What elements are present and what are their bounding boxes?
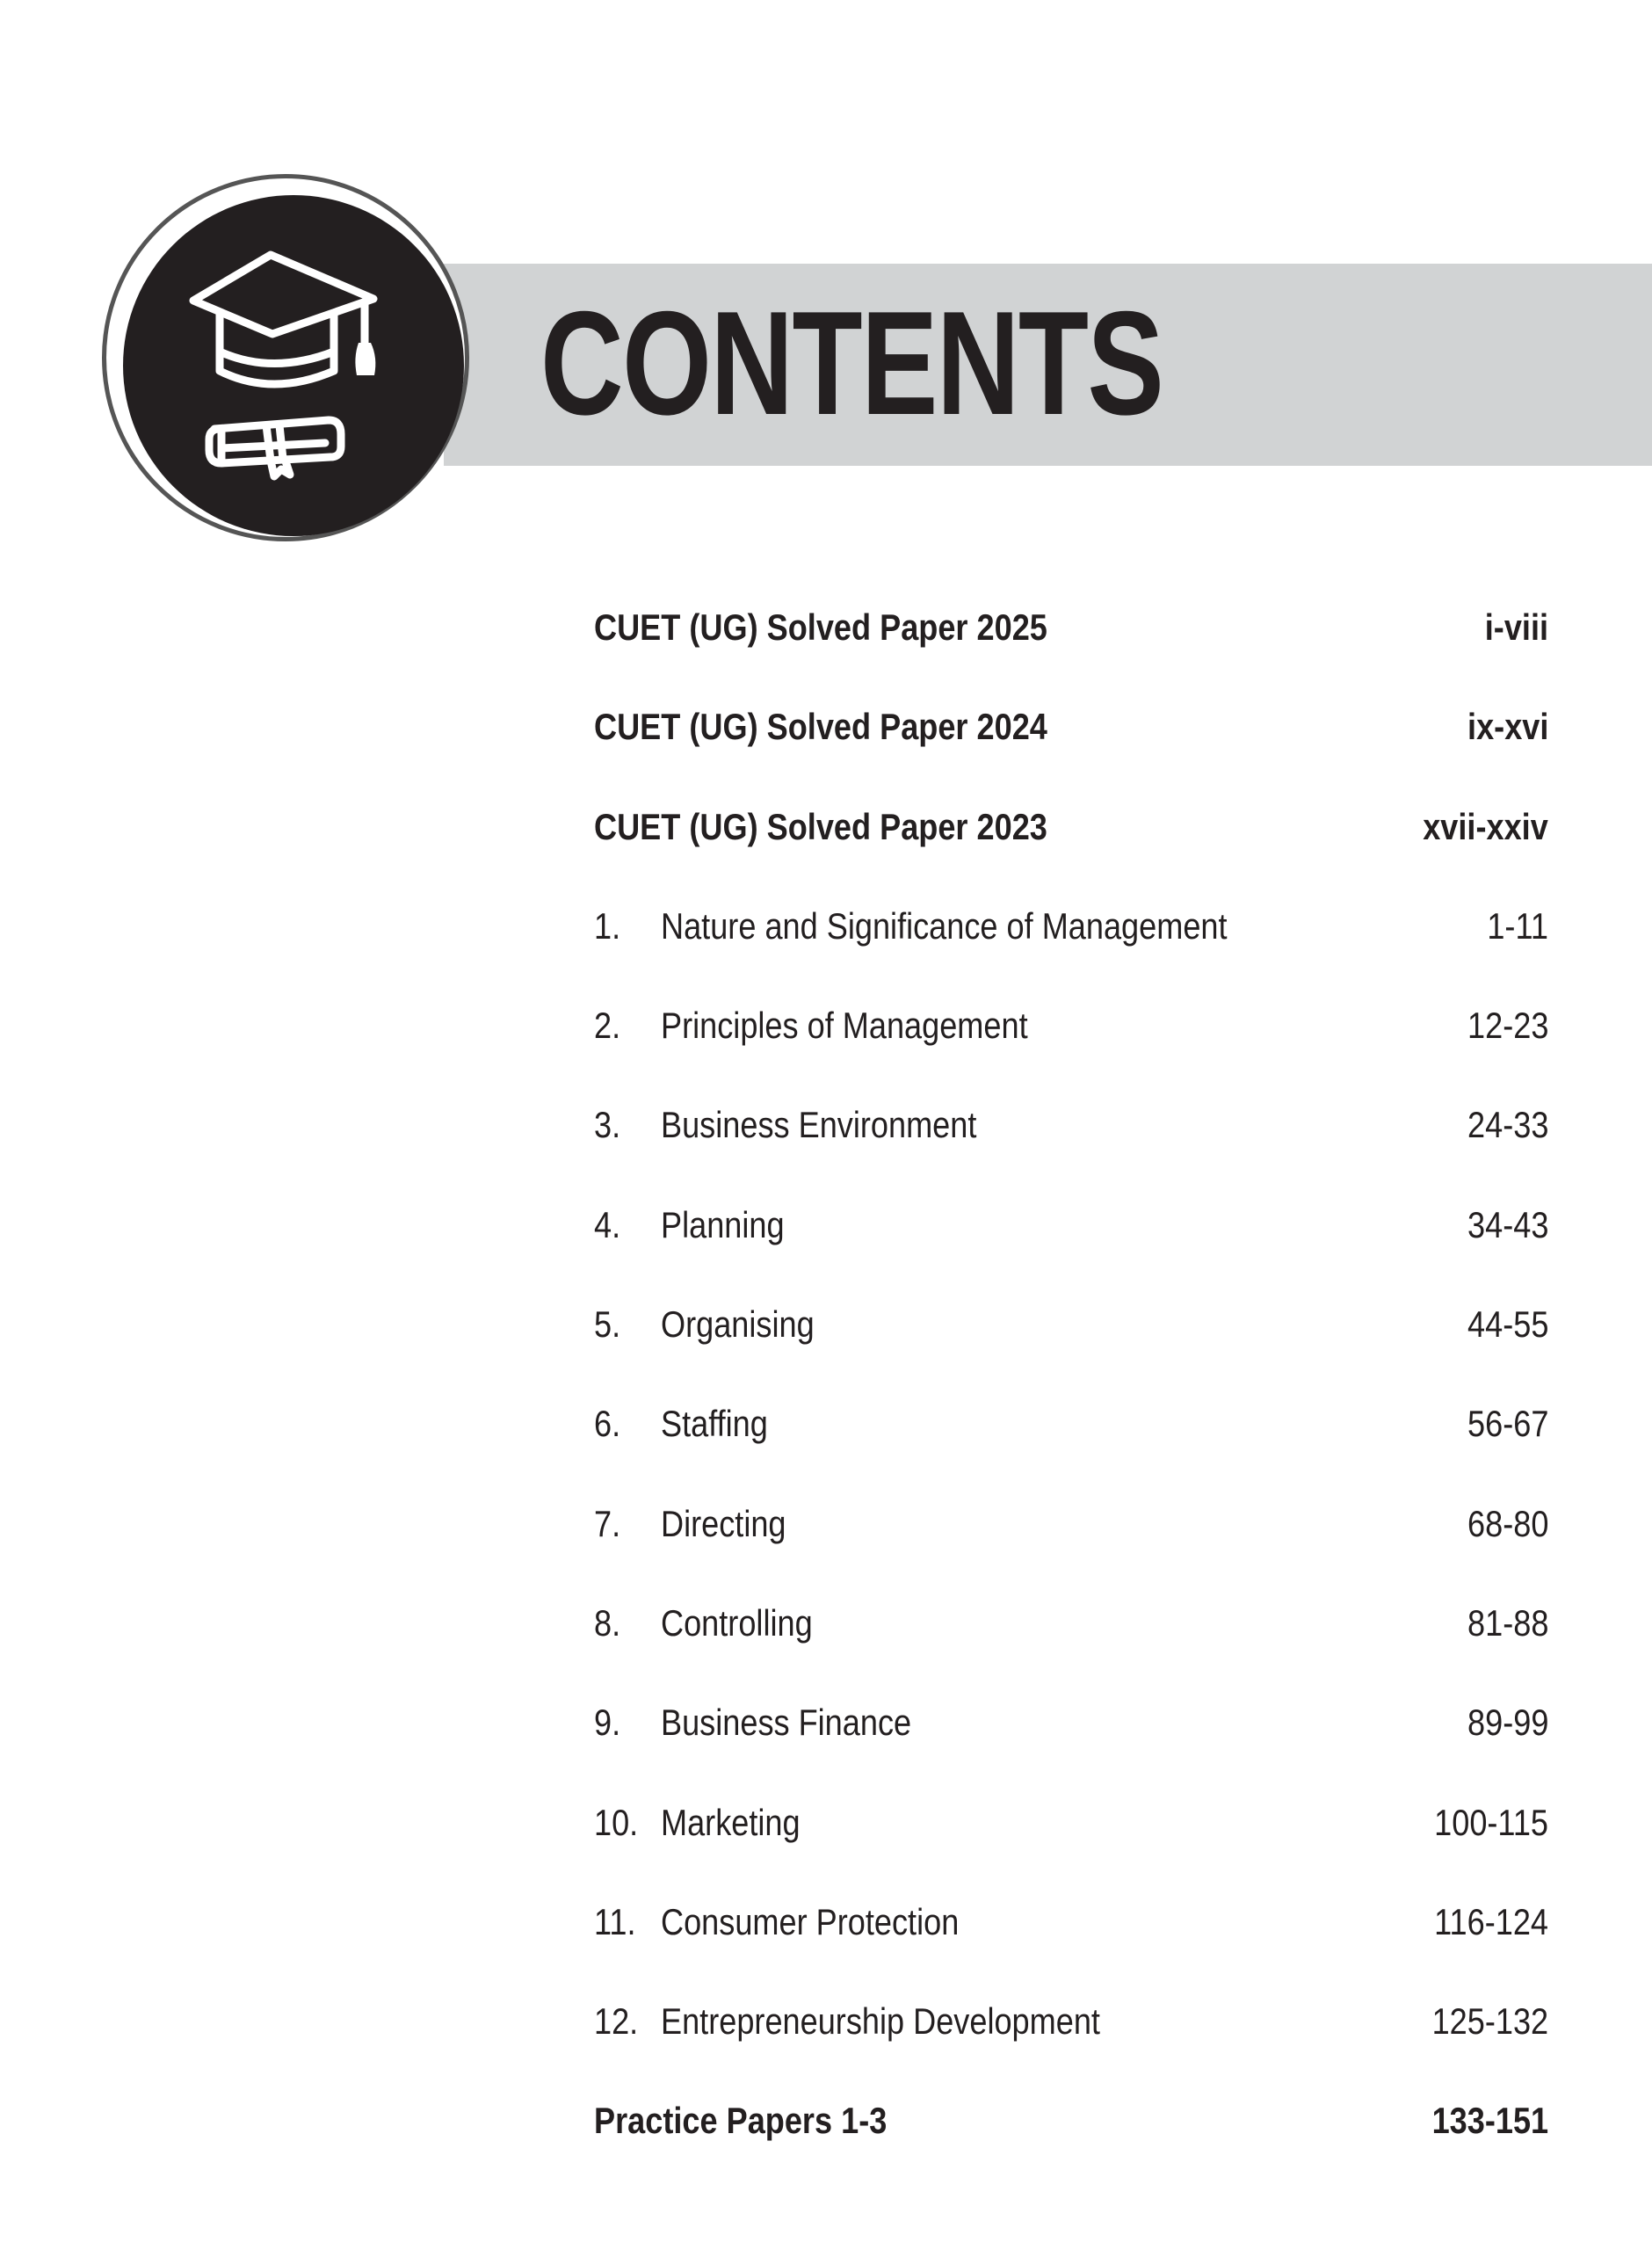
toc-entry-number: 7.: [594, 1502, 621, 1544]
toc-entry-pages: 44-55: [1467, 1303, 1548, 1346]
toc-entry-pages: 24-33: [1467, 1104, 1548, 1146]
toc-entry[interactable]: [594, 1005, 1548, 1104]
toc-entry-number: 2.: [594, 1005, 621, 1047]
toc-entry-pages: ix-xvi: [1467, 706, 1548, 748]
toc-entry-pages: 34-43: [1467, 1203, 1548, 1245]
toc-entry-pages: 1-11: [1487, 904, 1548, 947]
toc-entry-pages: i-viii: [1484, 606, 1548, 648]
graduation-cap-icon: [123, 195, 464, 536]
toc-entry[interactable]: [594, 2100, 1548, 2199]
toc-entry-pages: 116-124: [1434, 1900, 1548, 1942]
toc-entry-number: 3.: [594, 1104, 621, 1146]
toc-entry[interactable]: [594, 1403, 1548, 1502]
toc-entry-pages: 56-67: [1467, 1403, 1548, 1445]
toc-entry-label: Principles of Management: [661, 1005, 1028, 1047]
toc-entry-label: Planning: [661, 1203, 785, 1245]
toc-entry-pages: 89-99: [1467, 1702, 1548, 1744]
toc-entry-number: 10.: [594, 1801, 639, 1843]
toc-entry-pages: 100-115: [1434, 1801, 1548, 1843]
toc-entry-label: Business Finance: [661, 1702, 912, 1744]
toc-entry[interactable]: [594, 1104, 1548, 1203]
toc-entry-pages: 125-132: [1431, 2000, 1548, 2043]
toc-entry-number: 12.: [594, 2000, 639, 2043]
toc-entry-number: 8.: [594, 1601, 621, 1644]
toc-entry[interactable]: [594, 1204, 1548, 1303]
toc-entry[interactable]: [594, 606, 1548, 706]
toc-entry[interactable]: [594, 2000, 1548, 2100]
toc-entry-pages: xvii-xxiv: [1423, 805, 1548, 847]
toc-entry-pages: 12-23: [1467, 1005, 1548, 1047]
toc-entry-number: 1.: [594, 904, 621, 947]
toc-entry-number: 9.: [594, 1702, 621, 1744]
toc-entry-label: Marketing: [661, 1801, 801, 1843]
toc-entry[interactable]: [594, 1901, 1548, 2000]
toc-entry-label: CUET (UG) Solved Paper 2025: [594, 606, 1047, 648]
toc-entry-label: Business Environment: [661, 1104, 977, 1146]
toc-entry[interactable]: [594, 1602, 1548, 1702]
toc-entry[interactable]: [594, 706, 1548, 805]
toc-entry[interactable]: [594, 1802, 1548, 1901]
toc-entry-label: Directing: [661, 1502, 786, 1544]
toc-entry-label: Nature and Significance of Management: [661, 904, 1228, 947]
toc-entry-label: Organising: [661, 1303, 815, 1346]
toc-entry-number: 5.: [594, 1303, 621, 1346]
toc-entry-number: 4.: [594, 1203, 621, 1245]
toc-entry[interactable]: [594, 1303, 1548, 1403]
table-of-contents: [594, 606, 1548, 2200]
toc-entry-label: Practice Papers 1-3: [594, 2100, 888, 2142]
toc-entry-label: CUET (UG) Solved Paper 2024: [594, 706, 1047, 748]
toc-entry[interactable]: [594, 1702, 1548, 1801]
toc-entry-label: Staffing: [661, 1403, 768, 1445]
toc-entry-number: 11.: [594, 1900, 636, 1942]
toc-entry-pages: 81-88: [1467, 1601, 1548, 1644]
toc-entry[interactable]: [594, 905, 1548, 1005]
toc-entry-label: Controlling: [661, 1601, 813, 1644]
toc-entry-pages: 68-80: [1467, 1502, 1548, 1544]
toc-entry[interactable]: [594, 1503, 1548, 1602]
toc-entry[interactable]: [594, 806, 1548, 905]
toc-entry-label: CUET (UG) Solved Paper 2023: [594, 805, 1047, 847]
toc-entry-number: 6.: [594, 1403, 621, 1445]
toc-entry-pages: 133-151: [1431, 2100, 1548, 2142]
toc-entry-label: Entrepreneurship Development: [661, 2000, 1100, 2043]
page-title: CONTENTS: [540, 280, 1163, 446]
toc-entry-label: Consumer Protection: [661, 1900, 960, 1942]
